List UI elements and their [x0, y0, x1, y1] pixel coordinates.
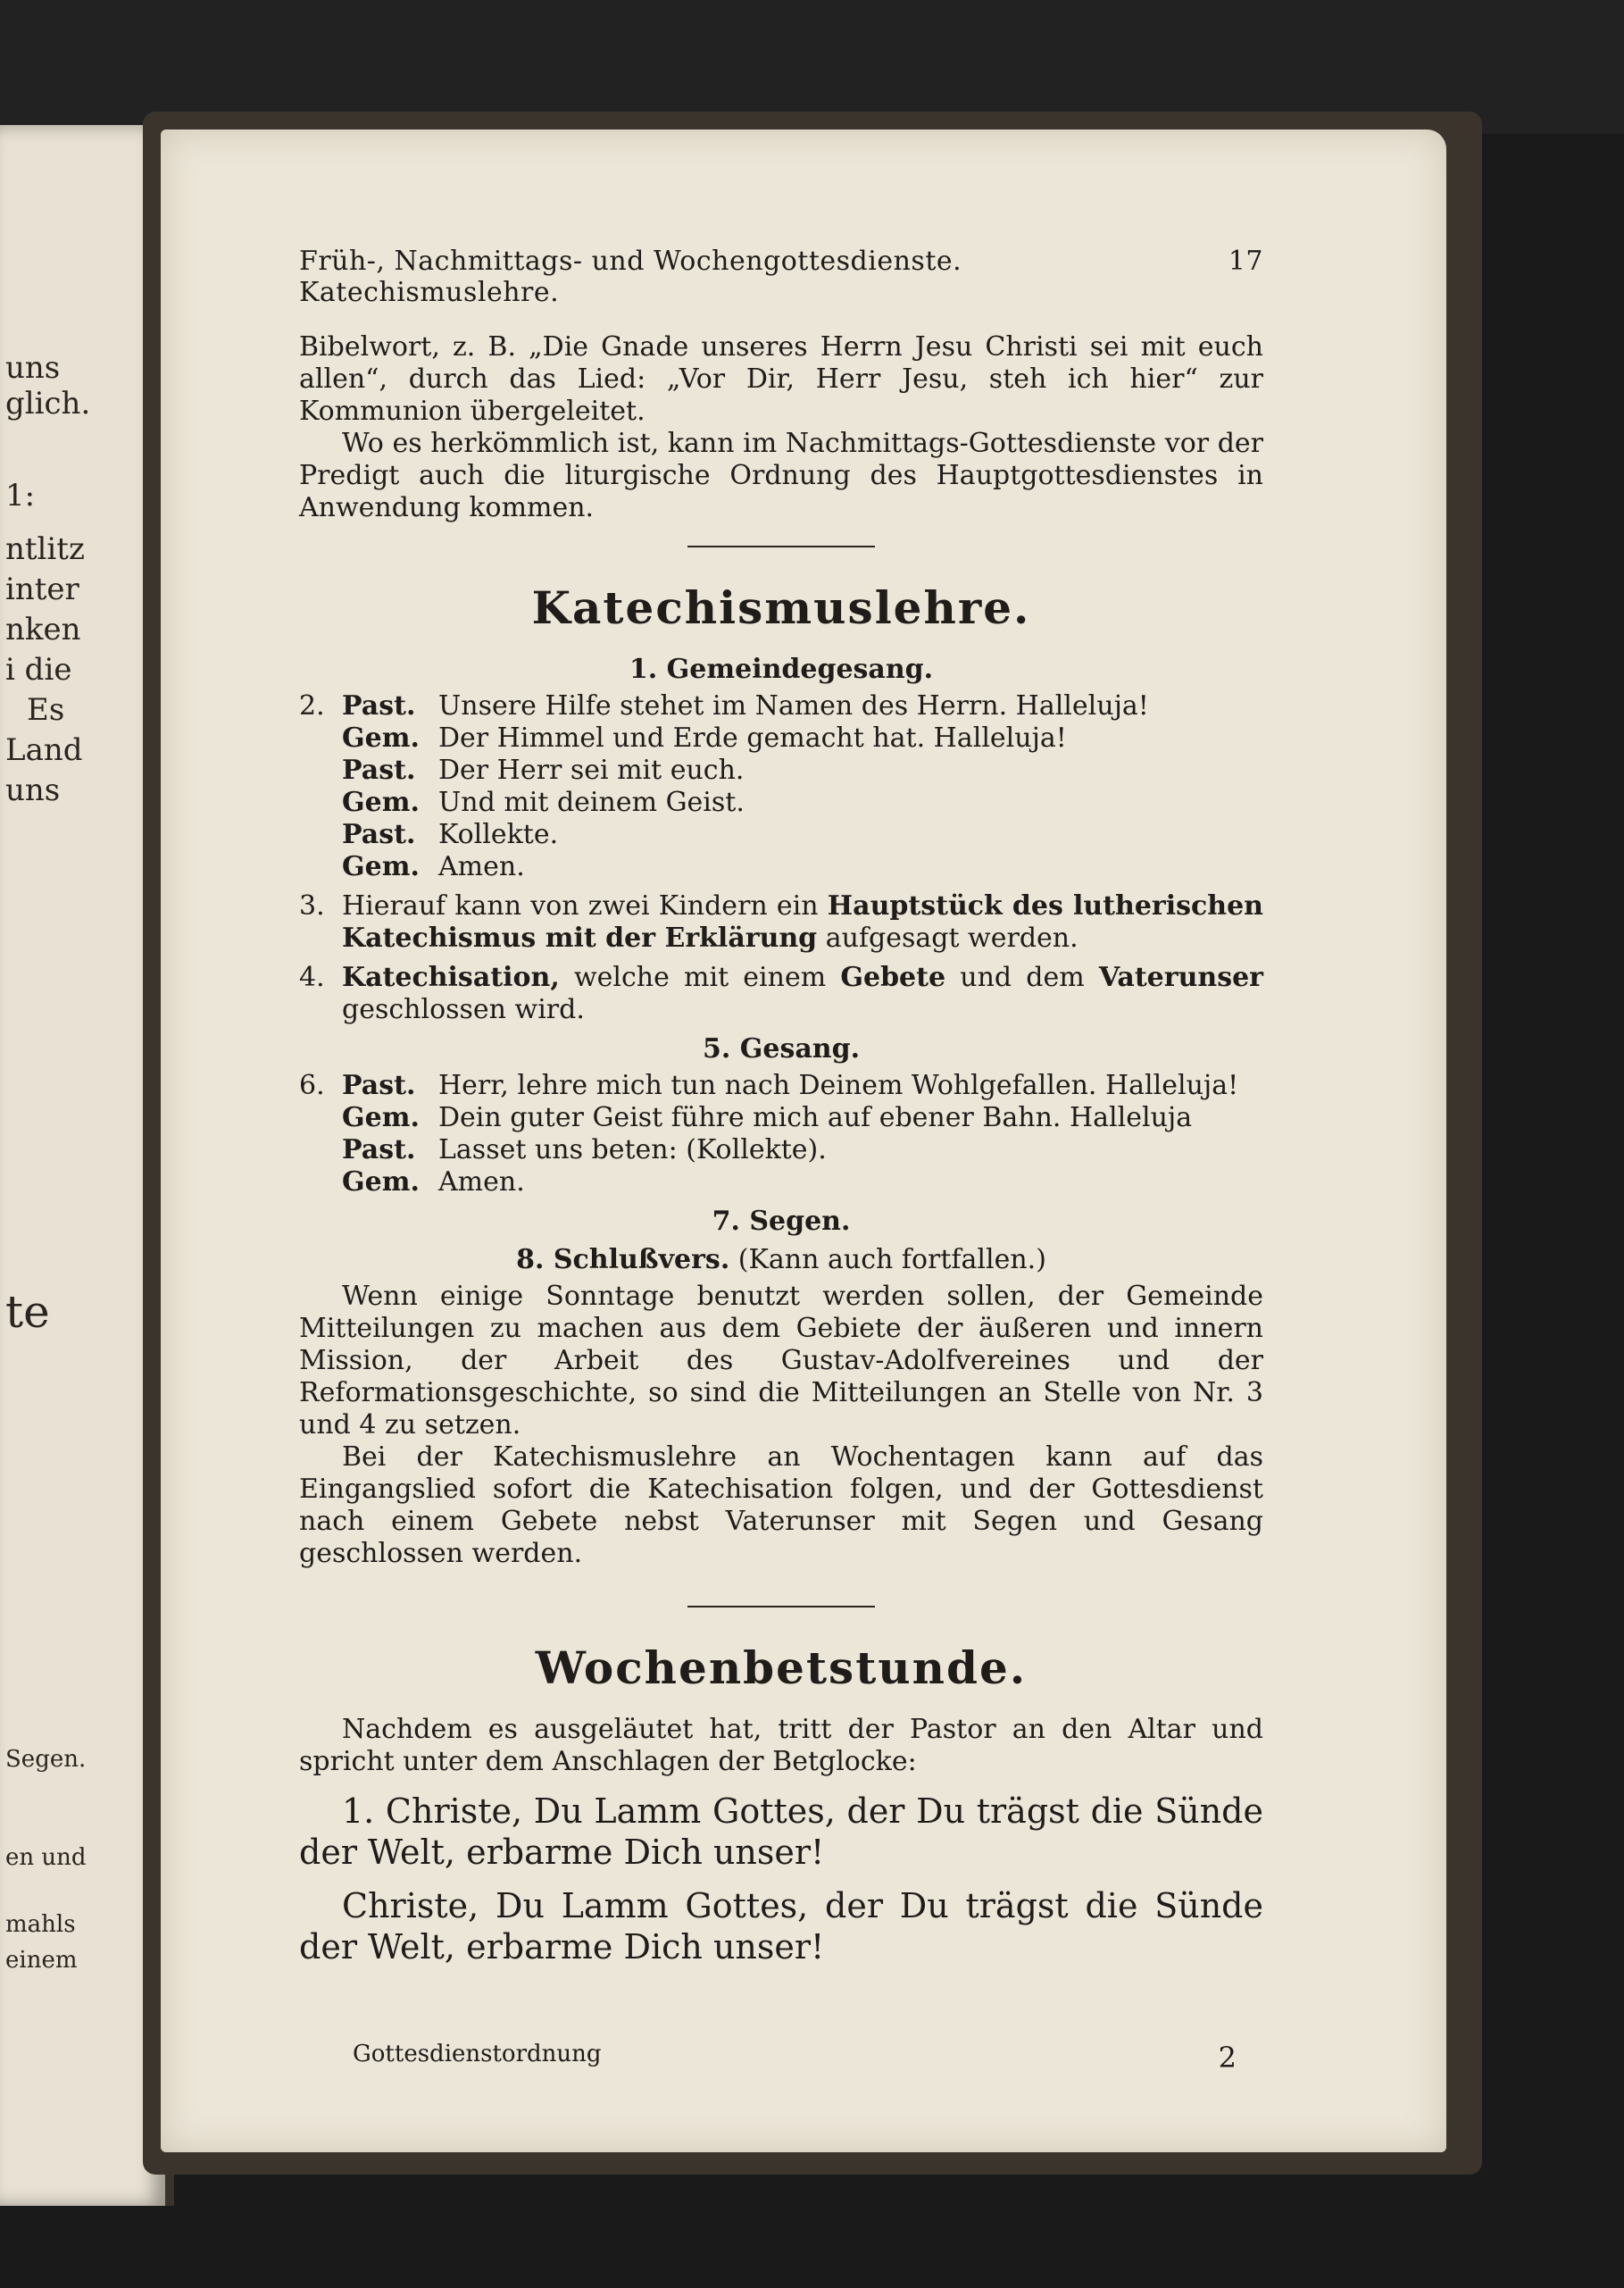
liturgy-line	[299, 1102, 1263, 1134]
liturgy-text: Lasset uns beten: (Kollekte).	[438, 1134, 827, 1165]
note-paragraph: Wenn einige Sonntage benutzt werden sollen, der Gemeinde Mitteilungen zu machen aus dem Gebiete der äußeren und innern Mission, der Arbeit des Gustav-Adolfvereines und der Reformationsgeschichte, so sind die Mitteilungen an Stelle von Nr. 3 und 4 zu setzen.	[299, 1281, 1263, 1440]
step-number: 2.	[299, 690, 325, 722]
step-text: (Kann auch fortfallen.)	[729, 1244, 1046, 1275]
step-number: 3.	[299, 890, 325, 922]
liturgy-text: Der Himmel und Erde gemacht hat. Halleluja!	[438, 722, 1067, 754]
intro-paragraph: Nachdem es ausgeläutet hat, tritt der Pastor an den Altar und spricht unter dem Anschlagen der Betglocke:	[299, 1714, 1263, 1777]
right-page	[161, 129, 1446, 2152]
speaker-role: Past.	[342, 1070, 416, 1101]
step-emphasis: Vaterunser	[1098, 962, 1263, 993]
running-head-title: Früh-, Nachmittags- und Wochengottesdienste. Katechismuslehre.	[299, 246, 962, 308]
step-number: 4.	[299, 962, 325, 993]
step-text: aufgesagt werden.	[817, 923, 1079, 954]
divider	[687, 546, 875, 547]
step-text: welche mit einem	[559, 962, 841, 993]
prayer-line: 1. Christe, Du Lamm Gottes, der Du trägst die Sünde der Welt, erbarme Dich unser!	[299, 1791, 1263, 1872]
left-fragment: uns	[5, 350, 61, 386]
liturgy-text: Amen.	[438, 851, 525, 882]
step-emphasis: Hauptstück des lutherischen Katechismus mit der Erklärung	[342, 890, 1263, 954]
speaker-role: Gem.	[342, 851, 420, 882]
step-item	[299, 962, 1263, 1026]
liturgy-text: Dein guter Geist führe mich auf ebener Bahn. Halleluja	[438, 1102, 1193, 1133]
left-fragment: ntlitz	[5, 531, 85, 567]
speaker-role: Gem.	[342, 1166, 420, 1198]
step-heading: 7. Segen.	[712, 1206, 851, 1237]
intro-paragraph: Wo es herkömmlich ist, kann im Nachmittags-Gottesdienste vor der Predigt auch die liturgische Ordnung des Hauptgottesdienstes in Anwendung kommen.	[299, 428, 1263, 523]
left-fragment: glich.	[5, 386, 91, 422]
page-content	[299, 246, 1263, 1967]
step-heading	[299, 1244, 1263, 1275]
liturgy-line	[299, 787, 1263, 819]
left-fragment: einem	[5, 1947, 78, 1974]
liturgy-text: Und mit deinem Geist.	[438, 787, 745, 818]
liturgy-line	[299, 1134, 1263, 1166]
liturgy-line	[299, 722, 1263, 755]
liturgy-line	[299, 851, 1263, 883]
intro-paragraph: Bibelwort, z. B. „Die Gnade unseres Herrn Jesu Christi sei mit euch allen“, durch das Lied: „Vor Dir, Herr Jesu, steh ich hier“ zur Kommunion übergeleitet.	[299, 331, 1263, 427]
left-fragment: en und	[5, 1844, 87, 1871]
step-emphasis: 8. Schlußvers.	[516, 1244, 730, 1275]
liturgy-line	[299, 1070, 1263, 1102]
speaker-role: Gem.	[342, 787, 420, 818]
liturgy-line	[299, 819, 1263, 851]
signature-mark: Gottesdienstordnung	[353, 2041, 602, 2067]
step-text: geschlossen wird.	[342, 994, 585, 1025]
speaker-role: Gem.	[342, 1102, 420, 1133]
liturgy-text: Herr, lehre mich tun nach Deinem Wohlgefallen. Halleluja!	[438, 1070, 1239, 1101]
left-fragment: Segen.	[5, 1746, 87, 1773]
left-fragment: inter	[5, 572, 79, 607]
running-head	[299, 246, 1263, 308]
step-text: und dem	[945, 962, 1099, 993]
speaker-role: Past.	[342, 819, 416, 850]
step-item	[299, 890, 1263, 955]
left-fragment: i die	[5, 652, 72, 688]
left-fragment: 1:	[5, 478, 36, 514]
liturgy-line	[299, 755, 1263, 787]
speaker-role: Past.	[342, 1134, 416, 1165]
liturgy-text: Kollekte.	[438, 819, 559, 850]
speaker-role: Past.	[342, 690, 416, 722]
step-emphasis: Gebete	[840, 962, 946, 993]
divider	[687, 1606, 875, 1607]
left-fragment: te	[5, 1286, 50, 1338]
sheet-number: 2	[1218, 2041, 1237, 2075]
left-fragment: mahls	[5, 1911, 76, 1938]
step-emphasis: Katechisation,	[342, 962, 560, 993]
step-number: 6.	[299, 1070, 325, 1101]
page-number: 17	[1228, 246, 1263, 277]
liturgy-text: Der Herr sei mit euch.	[438, 755, 745, 786]
speaker-role: Gem.	[342, 722, 420, 754]
liturgy-text: Unsere Hilfe stehet im Namen des Herrn. Halleluja!	[438, 690, 1149, 722]
left-fragment: Es	[27, 692, 65, 728]
left-fragment: uns	[5, 772, 61, 808]
left-fragment: Land	[5, 732, 83, 768]
step-heading: 5. Gesang.	[702, 1033, 861, 1065]
step-text: Hierauf kann von zwei Kindern ein	[342, 890, 828, 922]
section-title: Wochenbetstunde.	[535, 1641, 1028, 1694]
prayer-line: Christe, Du Lamm Gottes, der Du trägst die Sünde der Welt, erbarme Dich unser!	[299, 1886, 1263, 1967]
liturgy-line	[299, 690, 1263, 722]
left-fragment: nken	[5, 612, 81, 647]
step-heading: 1. Gemeindegesang.	[629, 654, 934, 685]
section-title: Katechismuslehre.	[531, 581, 1031, 634]
speaker-role: Past.	[342, 755, 416, 786]
liturgy-text: Amen.	[438, 1166, 525, 1198]
note-paragraph: Bei der Katechismuslehre an Wochentagen kann auf das Eingangslied sofort die Katechisation folgen, und der Gottesdienst nach einem Gebete nebst Vaterunser mit Segen und Gesang geschlossen werden.	[299, 1441, 1263, 1569]
liturgy-line	[299, 1166, 1263, 1198]
page-footer	[353, 2041, 1317, 2075]
